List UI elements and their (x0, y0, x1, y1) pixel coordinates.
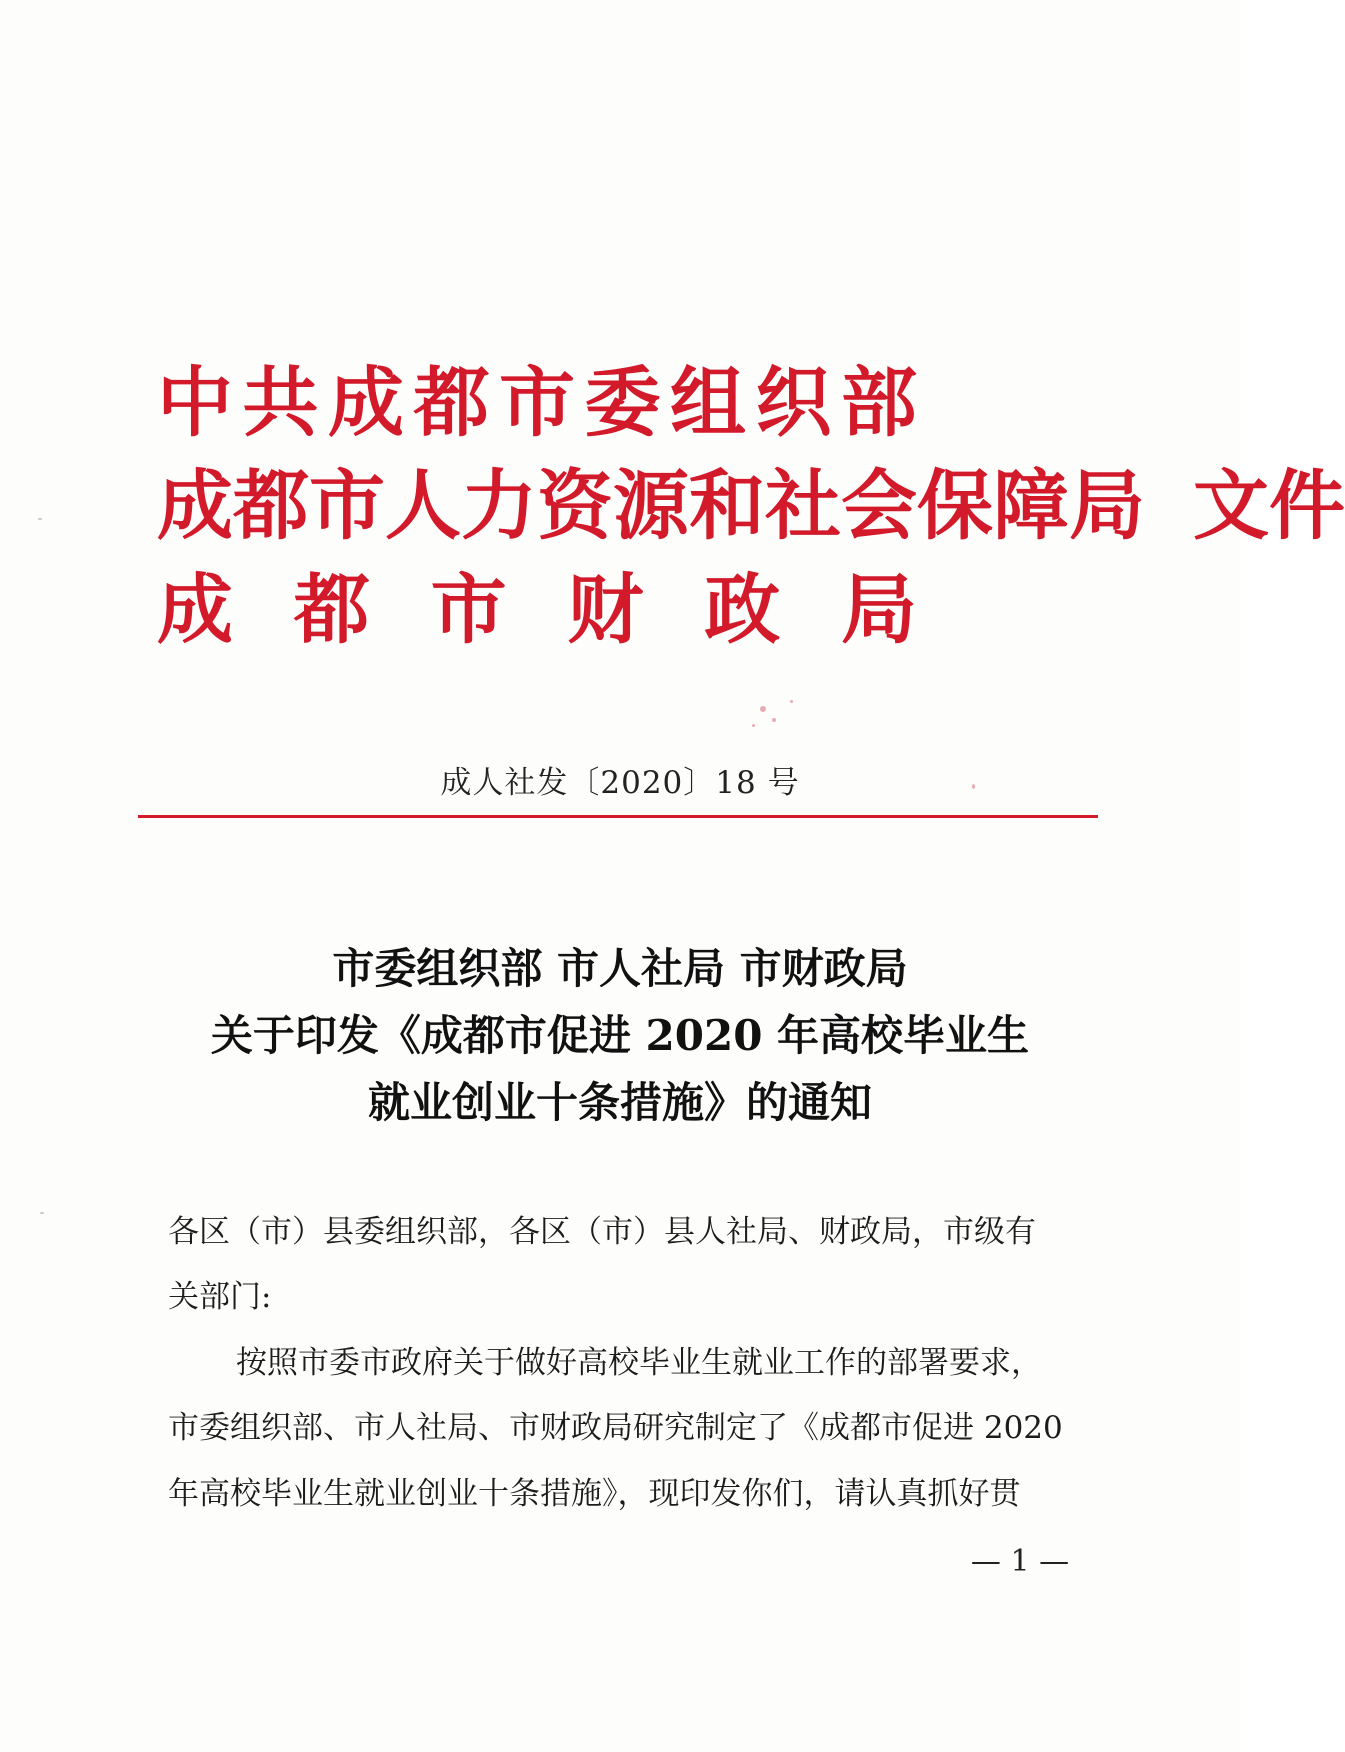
scan-speck (752, 724, 755, 727)
header-char: 共 (242, 358, 319, 447)
scan-speck (760, 706, 766, 712)
page-number: — 1 — (970, 1544, 1070, 1579)
header-char: 委 (584, 358, 661, 447)
header-char: 都 (413, 358, 490, 447)
document-number: 成人社发〔2020〕18 号 (440, 765, 800, 801)
header-org-name: 成都市人力资源和社会保障局 (157, 461, 1145, 550)
header-char: 局 (840, 565, 917, 654)
title-line-2: 关于印发《成都市促进 2020 年高校毕业生 (210, 1011, 1030, 1060)
header-char: 组 (670, 358, 746, 447)
scan-speck (772, 718, 776, 722)
scan-speck (38, 518, 42, 520)
red-divider-line (138, 815, 1098, 818)
header-char: 成 (157, 565, 233, 654)
header-line-2 (157, 461, 1345, 550)
title-line-3: 就业创业十条措施》的通知 (367, 1078, 872, 1127)
header-line-1 (157, 358, 917, 447)
header-char: 部 (841, 358, 917, 447)
scan-speck (40, 1212, 44, 1214)
header-char: 都 (293, 565, 370, 654)
header-char: 成 (328, 358, 404, 447)
header-char: 织 (755, 358, 832, 447)
header-char: 中 (157, 358, 233, 447)
header-char: 市 (430, 565, 507, 654)
header-char: 财 (567, 565, 644, 654)
header-document-label: 文件 (1193, 461, 1345, 550)
paragraph-line-3: 年高校毕业生就业创业十条措施》，现印发你们，请认真抓好贯 (168, 1476, 1021, 1512)
paragraph-line-2: 市委组织部、市人社局、市财政局研究制定了《成都市促进 2020 (168, 1410, 1063, 1446)
recipients-line-1: 各区（市）县委组织部，各区（市）县人社局、财政局，市级有 (168, 1214, 1036, 1250)
paragraph-line-1: 按照市委市政府关于做好高校毕业生就业工作的部署要求， (236, 1345, 1042, 1381)
header-char: 市 (499, 358, 575, 447)
title-line-1: 市委组织部 市人社局 市财政局 (332, 944, 908, 993)
recipients-line-2: 关部门: (168, 1279, 272, 1315)
header-line-3 (157, 565, 917, 654)
header-char: 政 (704, 565, 781, 654)
scan-speck (790, 700, 793, 703)
